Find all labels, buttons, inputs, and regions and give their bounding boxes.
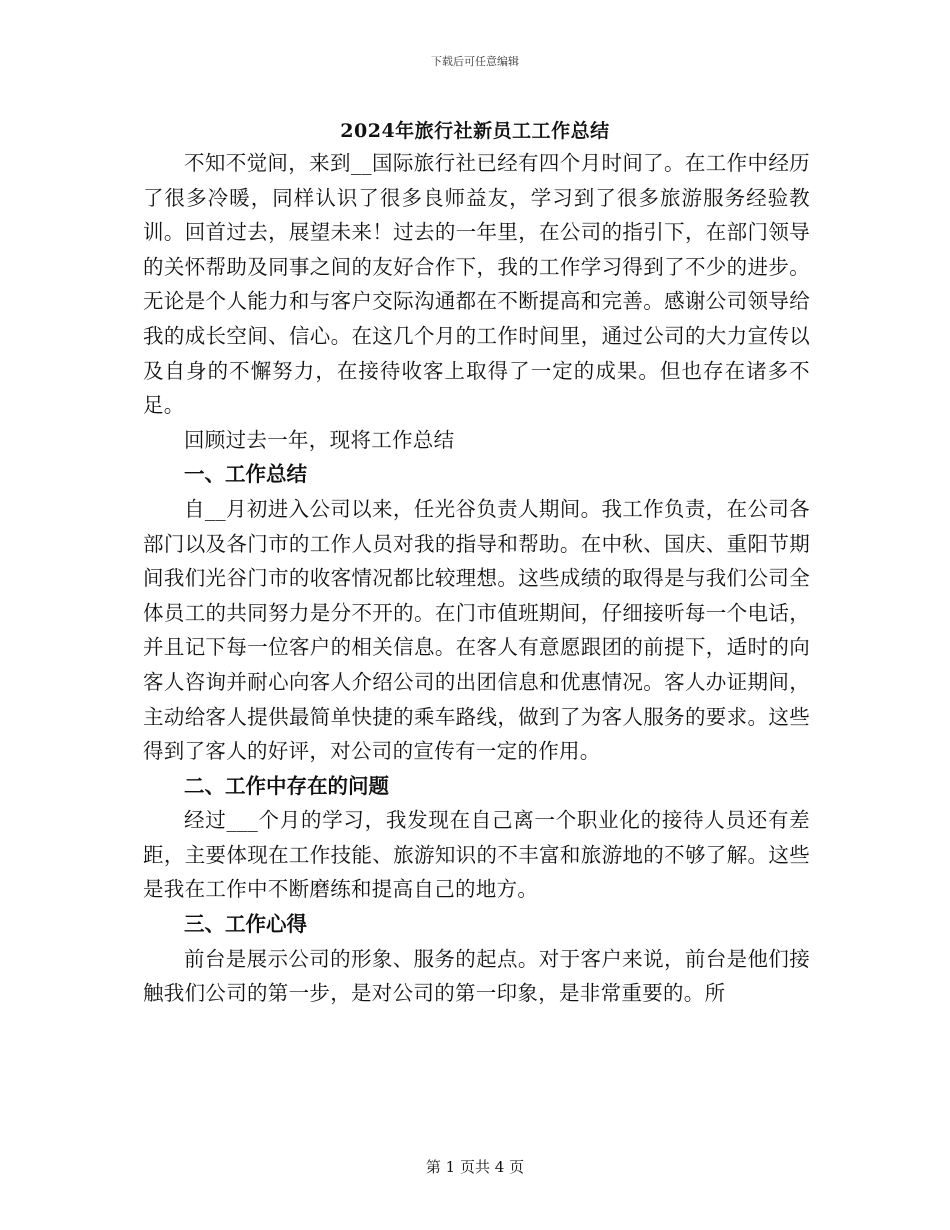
page-number: 第 1 页共 4 页 bbox=[425, 1158, 525, 1176]
section-heading-insights: 三、工作心得 bbox=[184, 912, 307, 937]
section-heading-problems: 二、工作中存在的问题 bbox=[184, 773, 389, 798]
section-paragraph-problems: 经过___个月的学习，我发现在自己离一个职业化的接待人员还有差距，主要体现在工作技能、旅游知识的不丰富和旅游地的不够了解。这些是我在工作中不断磨练和提高自己的地方。 bbox=[143, 808, 810, 902]
header-note: 下载后可任意编辑 bbox=[431, 55, 519, 68]
lead-paragraph: 回顾过去一年，现将工作总结 bbox=[184, 427, 455, 452]
section-heading-work-summary: 一、工作总结 bbox=[184, 462, 307, 487]
intro-paragraph: 不知不觉间，来到__国际旅行社已经有四个月时间了。在工作中经历了很多冷暖，同样认识了很多良师益友，学习到了很多旅游服务经验教训。回首过去，展望未来！过去的一年里，在公司的指引下，在部门领导的关怀帮助及同事之间的友好合作下，我的工作学习得到了不少的进步。无论是个人能力和与客户交际沟通都在不断提高和完善。感谢公司领导给我的成长空间、信心。在这几个月的工作时间里，通过公司的大力宣传以及自身的不懈努力，在接待收客上取得了一定的成果。但也存在诸多不足。 bbox=[143, 151, 810, 418]
section-paragraph-work-summary: 自__月初进入公司以来，任光谷负责人期间。我工作负责，在公司各部门以及各门市的工作人员对我的指导和帮助。在中秋、国庆、重阳节期间我们光谷门市的收客情况都比较理想。这些成绩的取得是与我们公司全体员工的共同努力是分不开的。在门市值班期间，仔细接听每一个电话，并且记下每一位客户的相关信息。在客人有意愿跟团的前提下，适时的向客人咨询并耐心向客人介绍公司的出团信息和优惠情况。客人办证期间，主动给客人提供最简单快捷的乘车路线，做到了为客人服务的要求。这些得到了客人的好评，对公司的宣传有一定的作用。 bbox=[143, 496, 810, 764]
document-title: 2024年旅行社新员工工作总结 bbox=[340, 120, 610, 142]
document-body bbox=[143, 146, 810, 1011]
section-paragraph-insights: 前台是展示公司的形象、服务的起点。对于客户来说，前台是他们接触我们公司的第一步，是对公司的第一印象，是非常重要的。所 bbox=[143, 946, 810, 1006]
